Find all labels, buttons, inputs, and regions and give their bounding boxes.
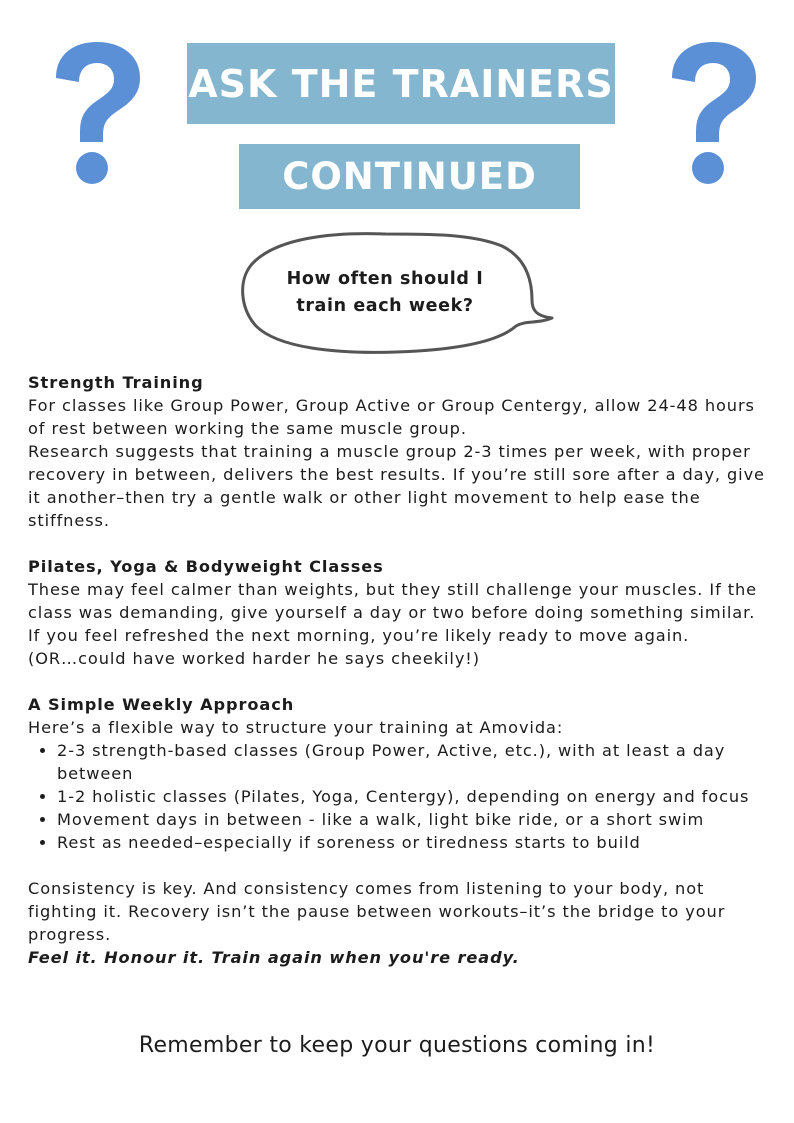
question-mark-icon xyxy=(42,38,152,198)
bullet-list xyxy=(28,739,768,854)
question-mark-icon xyxy=(658,38,768,198)
section-heading: Pilates, Yoga & Bodyweight Classes xyxy=(28,557,384,576)
tagline: Feel it. Honour it. Train again when you're ready. xyxy=(28,948,520,967)
list-item: • Rest as needed–especially if soreness or tiredness starts to build xyxy=(57,831,768,854)
section-heading: Strength Training xyxy=(28,373,204,392)
paragraph: These may feel calmer than weights, but they still challenge your muscles. If the class was demanding, give yourself a day or two before doing something similar. If you feel refreshed the next morning, you’re likely ready to move again. xyxy=(28,580,757,645)
bubble-line: train each week? xyxy=(296,296,474,316)
paragraph: Here’s a flexible way to structure your training at Amovida: xyxy=(28,718,564,737)
list-item: • Movement days in between - like a walk, light bike ride, or a short swim xyxy=(57,808,768,831)
section-heading: A Simple Weekly Approach xyxy=(28,695,295,714)
page-title: ASK THE TRAINERS xyxy=(187,43,615,124)
paragraph: Research suggests that training a muscle group 2-3 times per week, with proper recovery in between, delivers the best results. If you’re still sore after a day, give it another–then try a gentle walk or other light movement to help ease the stiffness. xyxy=(28,442,765,530)
paragraph: Consistency is key. And consistency comes from listening to your body, not fighting it. Recovery isn’t the pause between workouts–it’s the bridge to your progress. xyxy=(28,879,726,944)
footer-note: Remember to keep your questions coming in! xyxy=(138,1033,656,1058)
paragraph: (OR…could have worked harder he says cheekily!) xyxy=(28,649,480,668)
paragraph: For classes like Group Power, Group Active or Group Centergy, allow 24-48 hours of rest between working the same muscle group. xyxy=(28,396,755,438)
speech-bubble xyxy=(236,228,560,356)
page-subtitle: CONTINUED xyxy=(239,144,580,209)
list-item: • 2-3 strength-based classes (Group Power, Active, etc.), with at least a day between xyxy=(57,739,768,785)
article-body xyxy=(28,371,768,969)
bubble-line: How often should I xyxy=(286,269,484,289)
list-item: • 1-2 holistic classes (Pilates, Yoga, Centergy), depending on energy and focus xyxy=(57,785,768,808)
